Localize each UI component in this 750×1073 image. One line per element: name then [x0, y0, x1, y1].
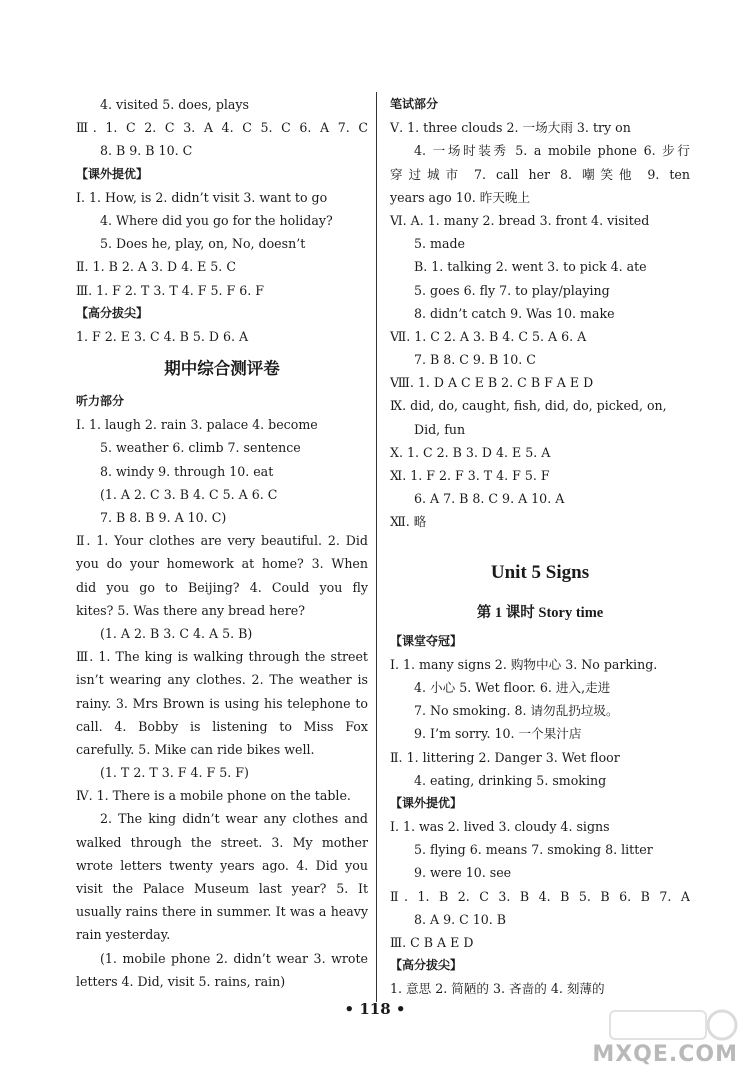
right-line: 5. made: [414, 236, 465, 252]
left-line: kites? 5. Was there any bread here?: [76, 602, 305, 618]
left-section-heading: 【课外提优】: [76, 166, 149, 181]
watermark-text: MXQE.COM: [592, 1042, 738, 1067]
right-section-heading: 【课堂夺冠】: [390, 633, 463, 648]
left-section-heading: 【高分拔尖】: [76, 305, 149, 320]
left-line: did you go to Beijing? 4. Could you fly: [76, 579, 368, 595]
left-line: rainy. 3. Mrs Brown is using his telephone to: [76, 695, 368, 711]
right-line: years ago 10. 昨天晚上: [390, 189, 531, 205]
right-line: Ⅸ. did, do, caught, fish, did, do, picked, on,: [390, 398, 667, 414]
left-line: wrote letters twenty years ago. 4. Did you: [76, 857, 368, 873]
right-line: Did, fun: [414, 421, 466, 437]
right-line: Ⅲ. C B A E D: [390, 935, 474, 950]
left-line: usually rains there in summer. It was a heavy: [76, 904, 368, 920]
left-line: carefully. 5. Mike can ride bikes well.: [76, 741, 315, 757]
right-line: Ⅱ. 1. B 2. C 3. B 4. B 5. B 6. B 7. A: [390, 888, 690, 904]
left-line: isn’t wearing any clothes. 2. The weather is: [76, 672, 368, 688]
right-line: Ⅱ. 1. littering 2. Danger 3. Wet floor: [390, 749, 620, 765]
left-line: 1. F 2. E 3. C 4. B 5. D 6. A: [76, 328, 249, 344]
right-line: Ⅷ. 1. D A C E B 2. C B F A E D: [390, 375, 594, 391]
left-line: 7. B 8. B 9. A 10. C): [100, 510, 227, 525]
left-line: you do your homework at home? 3. When: [76, 556, 368, 572]
left-line: visit the Palace Museum last year? 5. It: [76, 881, 368, 896]
left-line: (1. A 2. B 3. C 4. A 5. B): [100, 625, 253, 641]
left-line: Ⅳ. 1. There is a mobile phone on the table.: [76, 788, 351, 804]
right-section-heading: 【高分拔尖】: [390, 958, 463, 973]
right-line: 4. 一场时装秀 5. a mobile phone 6. 步行: [414, 143, 690, 159]
left-line: Ⅰ. 1. How, is 2. didn’t visit 3. want to go: [76, 189, 328, 205]
left-line: rain yesterday.: [76, 927, 171, 943]
right-line: Ⅵ. A. 1. many 2. bread 3. front 4. visited: [390, 212, 650, 228]
left-line: (1. A 2. C 3. B 4. C 5. A 6. C: [100, 486, 278, 502]
left-line: Ⅰ. 1. laugh 2. rain 3. palace 4. become: [76, 417, 318, 433]
right-line: 8. didn’t catch 9. Was 10. make: [414, 305, 615, 321]
right-line: 9. I’m sorry. 10. 一个果汁店: [414, 726, 582, 742]
right-section-title: Unit 5 Signs: [490, 561, 590, 583]
right-line: Ⅻ. 略: [390, 514, 427, 530]
left-section-heading: 听力部分: [76, 394, 125, 409]
right-line: 7. No smoking. 8. 请勿乱扔垃圾。: [414, 703, 619, 719]
left-line: 5. weather 6. climb 7. sentence: [100, 440, 301, 456]
left-column: [76, 93, 368, 993]
right-line: 5. flying 6. means 7. smoking 8. litter: [414, 842, 653, 858]
left-line: Ⅲ. 1. The king is walking through the street: [76, 649, 368, 665]
column-divider: [376, 92, 377, 1002]
left-line: (1. mobile phone 2. didn’t wear 3. wrote: [100, 950, 368, 966]
left-line: Ⅱ. 1. Your clothes are very beautiful. 2. Did: [76, 533, 368, 549]
left-line: (1. T 2. T 3. F 4. F 5. F): [100, 765, 249, 781]
left-line: Ⅱ. 1. B 2. A 3. D 4. E 5. C: [76, 259, 236, 275]
right-line: 6. A 7. B 8. C 9. A 10. A: [414, 491, 565, 507]
right-line: 穿过城市 7. call her 8. 嘲笑他 9. ten: [390, 166, 690, 182]
right-line: 4. eating, drinking 5. smoking: [414, 772, 607, 788]
left-section-title: 期中综合测评卷: [164, 359, 280, 379]
left-line: 8. B 9. B 10. C: [100, 143, 193, 159]
left-line: letters 4. Did, visit 5. rains, rain): [76, 973, 286, 989]
right-line: Ⅶ. 1. C 2. A 3. B 4. C 5. A 6. A: [390, 328, 587, 344]
left-line: 2. The king didn’t wear any clothes and: [100, 811, 368, 827]
right-line: Ⅰ. 1. was 2. lived 3. cloudy 4. signs: [390, 819, 610, 835]
right-section-title: 第 1 课时 Story time: [476, 604, 604, 621]
right-line: Ⅹ. 1. C 2. B 3. D 4. E 5. A: [390, 444, 551, 460]
left-line: 4. Where did you go for the holiday?: [100, 212, 333, 228]
right-section-heading: 【课外提优】: [390, 795, 463, 810]
right-line: 7. B 8. C 9. B 10. C: [414, 352, 536, 368]
right-line: 1. 意思 2. 简陋的 3. 吝啬的 4. 刻薄的: [390, 981, 605, 997]
right-line: Ⅴ. 1. three clouds 2. 一场大雨 3. try on: [390, 120, 631, 136]
right-column: [390, 93, 690, 1001]
right-line: Ⅺ. 1. F 2. F 3. T 4. F 5. F: [390, 468, 550, 483]
right-line: 8. A 9. C 10. B: [414, 911, 507, 927]
right-line: 9. were 10. see: [414, 865, 512, 881]
right-line: 4. 小心 5. Wet floor. 6. 进入,走进: [414, 679, 611, 695]
left-line: 5. Does he, play, on, No, doesn’t: [100, 236, 306, 252]
right-section-heading: 笔试部分: [390, 97, 439, 111]
right-line: B. 1. talking 2. went 3. to pick 4. ate: [414, 259, 647, 275]
right-line: Ⅰ. 1. many signs 2. 购物中心 3. No parking.: [390, 656, 658, 672]
left-line: call. 4. Bobby is listening to Miss Fox: [76, 718, 368, 734]
right-spacer: [390, 534, 690, 550]
left-line: Ⅲ. 1. F 2. T 3. T 4. F 5. F 6. F: [76, 282, 265, 298]
right-line: 5. goes 6. fly 7. to play/playing: [414, 282, 610, 298]
page-number: • 118 •: [344, 1000, 406, 1018]
left-line: walked through the street. 3. My mother: [76, 834, 368, 850]
left-line: 4. visited 5. does, plays: [100, 97, 249, 112]
left-line: 8. windy 9. through 10. eat: [100, 463, 274, 479]
left-line: Ⅲ. 1. C 2. C 3. A 4. C 5. C 6. A 7. C: [76, 120, 368, 136]
